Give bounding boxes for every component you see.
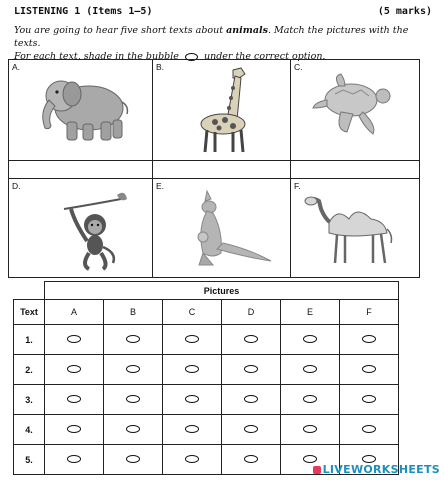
picture-cell-b <box>153 60 291 161</box>
row-label: 2. <box>14 355 45 385</box>
elephant-icon <box>9 60 152 160</box>
answer-cell[interactable] <box>45 355 104 385</box>
instruction-text: . Match the pictures with the texts. <box>14 25 409 49</box>
instructions <box>14 24 434 63</box>
watermark-logo-icon <box>313 466 321 474</box>
answer-cell[interactable] <box>104 445 163 475</box>
picture-label: F. <box>294 181 301 191</box>
answer-bubble[interactable] <box>362 425 376 433</box>
turtle-icon <box>291 60 419 160</box>
answer-bubble[interactable] <box>126 455 140 463</box>
text-column-header: Text <box>14 300 45 325</box>
giraffe-icon <box>153 60 290 160</box>
picture-label: A. <box>12 62 21 72</box>
monkey-icon <box>9 179 152 277</box>
answer-bubble[interactable] <box>362 395 376 403</box>
answer-bubble[interactable] <box>67 395 81 403</box>
answer-cell[interactable] <box>104 355 163 385</box>
answer-bubble[interactable] <box>185 455 199 463</box>
row-label: 3. <box>14 385 45 415</box>
answer-cell[interactable] <box>45 385 104 415</box>
answer-bubble[interactable] <box>303 335 317 343</box>
answer-bubble[interactable] <box>362 455 376 463</box>
answer-bubble[interactable] <box>303 395 317 403</box>
answer-bubble[interactable] <box>67 335 81 343</box>
picture-cell-a <box>9 60 153 161</box>
picture-label: D. <box>12 181 21 191</box>
answer-table <box>13 281 399 475</box>
row-label: 1. <box>14 325 45 355</box>
picture-cell-d <box>9 179 153 278</box>
answer-bubble[interactable] <box>303 455 317 463</box>
column-header: F <box>340 300 399 325</box>
picture-label: E. <box>156 181 165 191</box>
instruction-text: For each text, shade in the bubble <box>14 51 182 62</box>
table-corner <box>14 282 45 300</box>
table-title: Pictures <box>45 282 399 300</box>
answer-cell[interactable] <box>222 415 281 445</box>
answer-cell[interactable] <box>45 415 104 445</box>
answer-bubble[interactable] <box>126 335 140 343</box>
table-row <box>14 385 399 415</box>
instruction-text: You are going to hear five short texts about <box>14 25 227 36</box>
table-row <box>14 415 399 445</box>
watermark-text: LIVEWORKSHEETS <box>322 463 440 476</box>
answer-bubble[interactable] <box>67 455 81 463</box>
answer-cell[interactable] <box>340 385 399 415</box>
answer-cell[interactable] <box>281 385 340 415</box>
answer-cell[interactable] <box>222 325 281 355</box>
answer-cell[interactable] <box>163 415 222 445</box>
picture-blank <box>291 161 420 179</box>
answer-cell[interactable] <box>163 355 222 385</box>
column-header: C <box>163 300 222 325</box>
answer-cell[interactable] <box>45 325 104 355</box>
picture-label: B. <box>156 62 165 72</box>
answer-bubble[interactable] <box>303 425 317 433</box>
kangaroo-icon <box>153 179 290 277</box>
answer-cell[interactable] <box>281 355 340 385</box>
answer-bubble[interactable] <box>185 425 199 433</box>
picture-label: C. <box>294 62 303 72</box>
instruction-text: under the correct option. <box>200 51 326 62</box>
answer-cell[interactable] <box>222 355 281 385</box>
picture-blank <box>9 161 153 179</box>
marks-label: (5 marks) <box>377 6 432 17</box>
answer-cell[interactable] <box>104 385 163 415</box>
section-header <box>14 6 432 22</box>
answer-cell[interactable] <box>340 325 399 355</box>
picture-cell-e <box>153 179 291 278</box>
answer-bubble[interactable] <box>126 425 140 433</box>
instruction-keyword: animals <box>226 25 268 36</box>
answer-bubble[interactable] <box>244 455 258 463</box>
answer-cell[interactable] <box>163 325 222 355</box>
answer-cell[interactable] <box>281 325 340 355</box>
answer-bubble[interactable] <box>303 365 317 373</box>
answer-cell[interactable] <box>340 415 399 445</box>
answer-cell[interactable] <box>222 445 281 475</box>
table-row <box>14 355 399 385</box>
answer-cell[interactable] <box>281 415 340 445</box>
column-header: A <box>45 300 104 325</box>
answer-bubble[interactable] <box>185 335 199 343</box>
row-label: 4. <box>14 415 45 445</box>
answer-bubble[interactable] <box>126 395 140 403</box>
answer-cell[interactable] <box>222 385 281 415</box>
picture-cell-f <box>291 179 420 278</box>
picture-grid <box>8 59 420 278</box>
answer-bubble[interactable] <box>185 365 199 373</box>
column-header: B <box>104 300 163 325</box>
answer-bubble[interactable] <box>244 335 258 343</box>
answer-bubble[interactable] <box>185 395 199 403</box>
answer-bubble[interactable] <box>67 365 81 373</box>
picture-cell-c <box>291 60 420 161</box>
answer-cell[interactable] <box>340 355 399 385</box>
column-header: D <box>222 300 281 325</box>
answer-cell[interactable] <box>104 415 163 445</box>
section-title: LISTENING 1 (Items 1–5) <box>14 6 153 17</box>
table-row <box>14 325 399 355</box>
row-label: 5. <box>14 445 45 475</box>
answer-cell[interactable] <box>45 445 104 475</box>
picture-blank <box>153 161 291 179</box>
camel-icon <box>291 179 419 277</box>
answer-cell[interactable] <box>163 445 222 475</box>
answer-bubble[interactable] <box>67 425 81 433</box>
answer-bubble[interactable] <box>244 425 258 433</box>
answer-cell[interactable] <box>104 325 163 355</box>
answer-bubble[interactable] <box>244 365 258 373</box>
answer-bubble[interactable] <box>126 365 140 373</box>
column-header: E <box>281 300 340 325</box>
answer-bubble[interactable] <box>362 335 376 343</box>
answer-cell[interactable] <box>163 385 222 415</box>
answer-bubble[interactable] <box>244 395 258 403</box>
watermark <box>313 463 440 476</box>
answer-bubble[interactable] <box>362 365 376 373</box>
